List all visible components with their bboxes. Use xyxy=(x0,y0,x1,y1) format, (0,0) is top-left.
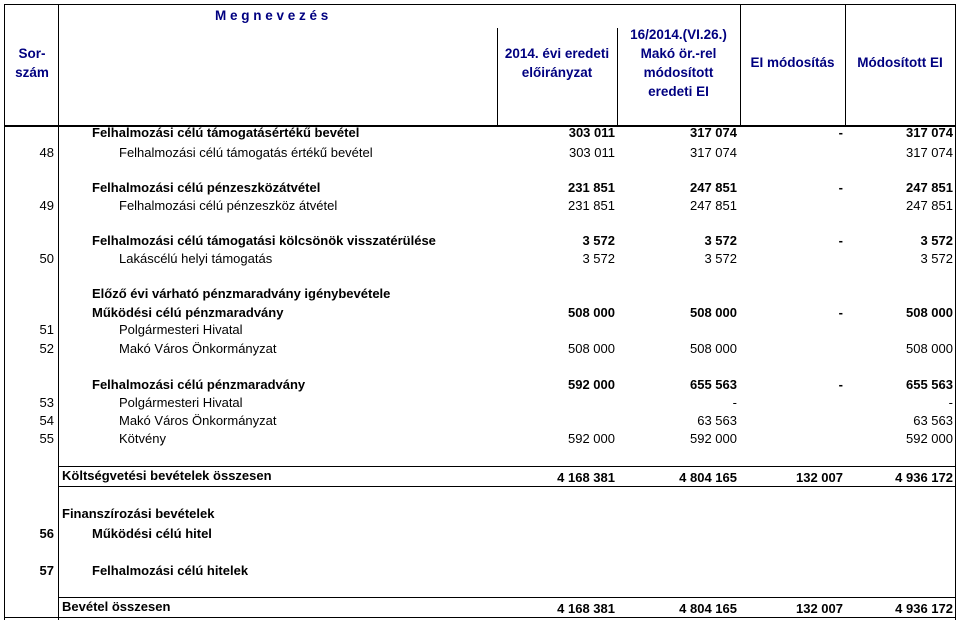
row-value-c4: 508 000 xyxy=(906,305,953,320)
row-label: Felhalmozási célú támogatási kölcsönök visszatérülése xyxy=(92,233,436,248)
header-modified-original-4: eredeti EI xyxy=(648,84,709,99)
row-value-c2: 3 572 xyxy=(704,233,737,248)
row-value-c4: 63 563 xyxy=(913,413,953,428)
total-revenue-c4: 4 936 172 xyxy=(895,601,953,616)
grid-line xyxy=(955,4,956,620)
total-budget-revenue-c3: 132 007 xyxy=(796,470,843,485)
grid-line xyxy=(58,466,956,467)
row-value-c4: 508 000 xyxy=(906,341,953,356)
row-number: 49 xyxy=(39,198,54,213)
row-value-c4: - xyxy=(948,395,953,410)
header-original-budget-2: előirányzat xyxy=(521,65,593,80)
row-label: Felhalmozási célú támogatás értékű bevétel xyxy=(119,145,373,160)
header-modified-original-1: 16/2014.(VI.26.) xyxy=(630,27,727,42)
row-value-c2: 247 851 xyxy=(690,180,737,195)
capital-loans-label: Felhalmozási célú hitelek xyxy=(92,563,249,578)
row-number: 51 xyxy=(39,322,54,337)
grid-line xyxy=(4,4,956,5)
header-sorszam-1: Sor- xyxy=(18,46,46,61)
row-label: Felhalmozási célú pénzeszköz átvétel xyxy=(119,198,338,213)
row-label: Felhalmozási célú támogatásértékű bevétel xyxy=(92,125,360,140)
financing-title: Finanszírozási bevételek xyxy=(62,506,215,521)
row-value-c1: 3 572 xyxy=(582,233,615,248)
row-label: Makó Város Önkormányzat xyxy=(119,413,277,428)
row-number: 55 xyxy=(39,431,54,446)
row-value-c3: - xyxy=(838,233,843,248)
row-label: Polgármesteri Hivatal xyxy=(119,322,243,337)
row-number-56: 56 xyxy=(39,526,54,541)
row-number: 52 xyxy=(39,341,54,356)
row-value-c1: 3 572 xyxy=(582,251,615,266)
row-label: Felhalmozási célú pénzeszközátvétel xyxy=(92,180,321,195)
row-value-c2: 592 000 xyxy=(690,431,737,446)
row-value-c3: - xyxy=(838,305,843,320)
row-number-57: 57 xyxy=(39,563,54,578)
row-value-c4: 317 074 xyxy=(906,145,953,160)
row-number: 54 xyxy=(39,413,54,428)
total-revenue-c1: 4 168 381 xyxy=(557,601,615,616)
row-label: Makó Város Önkormányzat xyxy=(119,341,277,356)
header-modified-budget: Módosított EI xyxy=(857,55,943,70)
row-value-c1: 303 011 xyxy=(568,145,615,160)
row-value-c4: 3 572 xyxy=(920,233,953,248)
row-value-c3: - xyxy=(838,125,843,140)
row-value-c1: 303 011 xyxy=(568,125,615,140)
row-value-c2: 317 074 xyxy=(690,145,737,160)
header-original-budget-1: 2014. évi eredeti xyxy=(504,46,610,61)
row-number: 53 xyxy=(39,395,54,410)
header-modified-original-2: Makó ör.-rel xyxy=(640,46,717,61)
row-value-c1: 592 000 xyxy=(568,377,615,392)
row-value-c2: 655 563 xyxy=(690,377,737,392)
total-revenue-c3: 132 007 xyxy=(796,601,843,616)
grid-line xyxy=(4,4,5,620)
row-value-c4: 247 851 xyxy=(906,180,953,195)
row-label: Lakáscélú helyi támogatás xyxy=(119,251,273,266)
row-value-c2: 317 074 xyxy=(690,125,737,140)
total-budget-revenue-label: Költségvetési bevételek összesen xyxy=(62,468,272,483)
row-number: 48 xyxy=(39,145,54,160)
header-modified-original-3: módosított xyxy=(643,65,714,80)
row-label: Felhalmozási célú pénzmaradvány xyxy=(92,377,306,392)
row-label: Kötvény xyxy=(119,431,166,446)
total-revenue-label: Bevétel összesen xyxy=(62,599,171,614)
row-value-c1: 231 851 xyxy=(568,198,615,213)
row-value-c1: 592 000 xyxy=(568,431,615,446)
row-value-c3: - xyxy=(838,377,843,392)
row-value-c4: 592 000 xyxy=(906,431,953,446)
row-value-c2: 63 563 xyxy=(697,413,737,428)
header-title: M e g n e v e z é s xyxy=(215,8,329,23)
row-value-c2: - xyxy=(732,395,737,410)
row-value-c2: 247 851 xyxy=(690,198,737,213)
row-label: Polgármesteri Hivatal xyxy=(119,395,243,410)
header-modification: EI módosítás xyxy=(750,55,835,70)
row-value-c3: - xyxy=(838,180,843,195)
row-label: Működési célú pénzmaradvány xyxy=(92,305,284,320)
grid-line xyxy=(4,617,956,618)
row-value-c4: 247 851 xyxy=(906,198,953,213)
row-value-c4: 655 563 xyxy=(906,377,953,392)
row-value-c2: 508 000 xyxy=(690,341,737,356)
grid-line xyxy=(58,597,956,598)
operating-loan-label: Működési célú hitel xyxy=(92,526,212,541)
row-value-c1: 231 851 xyxy=(568,180,615,195)
row-value-c4: 317 074 xyxy=(906,125,953,140)
total-revenue-c2: 4 804 165 xyxy=(679,601,737,616)
row-value-c4: 3 572 xyxy=(920,251,953,266)
row-value-c1: 508 000 xyxy=(568,341,615,356)
total-budget-revenue-c1: 4 168 381 xyxy=(557,470,615,485)
row-number: 50 xyxy=(39,251,54,266)
row-value-c2: 508 000 xyxy=(690,305,737,320)
total-budget-revenue-c4: 4 936 172 xyxy=(895,470,953,485)
header-sorszam-2: szám xyxy=(15,65,49,80)
grid-line xyxy=(58,4,59,620)
grid-line xyxy=(58,486,956,487)
total-budget-revenue-c2: 4 804 165 xyxy=(679,470,737,485)
row-value-c1: 508 000 xyxy=(568,305,615,320)
row-value-c2: 3 572 xyxy=(704,251,737,266)
row-label: Előző évi várható pénzmaradvány igénybevétele xyxy=(92,286,391,301)
